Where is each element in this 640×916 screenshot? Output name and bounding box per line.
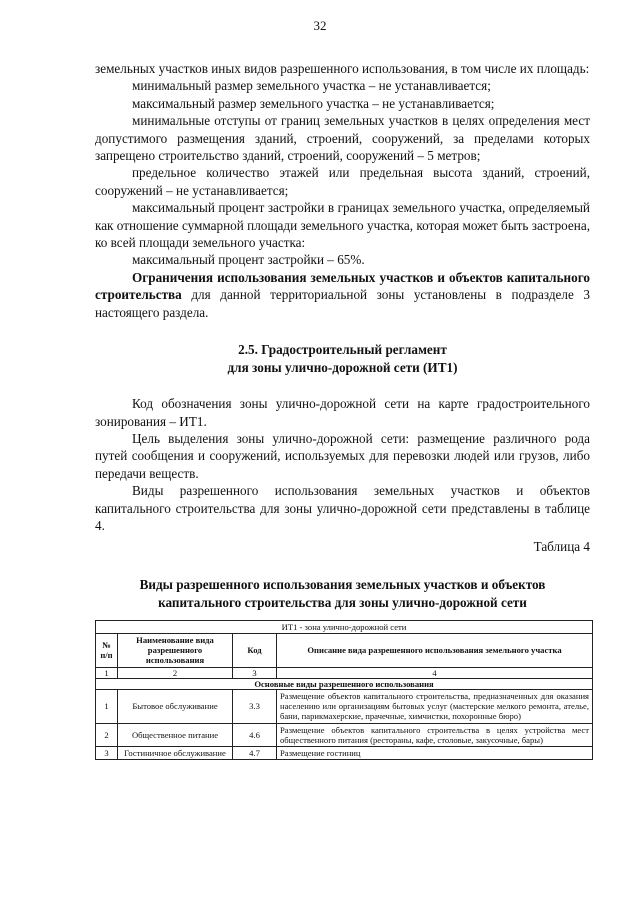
row-name: Общественное питание — [118, 723, 233, 746]
paragraph: минимальный размер земельного участка – не устанавливается; — [132, 78, 491, 94]
row-number: 1 — [96, 689, 118, 723]
paragraph: предельное количество этажей или предельная высота зданий, строений, сооружений – не устанавливается; — [95, 165, 590, 198]
restriction-paragraph — [95, 269, 590, 321]
header-code: Код — [233, 633, 277, 667]
paragraph: Код обозначения зоны улично-дорожной сети на карте градостроительного зонирования – ИТ1. — [95, 396, 590, 429]
section-title-line2: для зоны улично-дорожной сети (ИТ1) — [227, 360, 458, 376]
paragraph: земельных участков иных видов разрешенного использования, в том числе их площадь: — [95, 61, 590, 76]
page-number: 32 — [313, 18, 327, 33]
table-row — [96, 746, 593, 759]
group-title-cell: Основные виды разрешенного использования — [96, 678, 593, 689]
header-number: № п/п — [96, 633, 118, 667]
paragraph: минимальные отступы от границ земельных участков в целях определения мест допустимого размещения зданий, строений, сооружений, за пределами которых запрещено строительство зданий, строений, сооружений – 5 метров; — [95, 113, 590, 164]
paragraph: максимальный размер земельного участка – не устанавливается; — [132, 95, 495, 111]
table-group-row — [96, 678, 593, 689]
restriction-text: для данной территориальной зоны установлены в подразделе 3 настоящего раздела. — [95, 287, 590, 320]
row-code: 4.7 — [233, 746, 277, 759]
row-code: 4.6 — [233, 723, 277, 746]
col-number: 1 — [96, 667, 118, 678]
section-title-line1: 2.5. Градостроительный регламент — [238, 342, 447, 358]
row-description: Размещение гостиниц — [277, 746, 593, 759]
table-caption-line2: капитального строительства для зоны улично-дорожной сети — [158, 594, 527, 610]
paragraph: максимальный процент застройки в границах земельного участка, определяемый как отношение суммарной площади земельного участка, которая может быть застроена, ко всей площади земельного участка: — [95, 200, 590, 251]
table-row — [96, 689, 593, 723]
row-description: Размещение объектов капитального строительства в целях устройства мест общественного питания (рестораны, кафе, столовые, закусочные, бары) — [277, 723, 593, 746]
table-label: Таблица 4 — [533, 539, 590, 555]
document-body — [95, 60, 590, 760]
col-number: 4 — [277, 667, 593, 678]
col-number: 2 — [118, 667, 233, 678]
header-name: Наименование вида разрешенного использования — [118, 633, 233, 667]
zone-title-cell: ИТ1 - зона улично-дорожной сети — [96, 620, 593, 633]
section-heading — [95, 341, 590, 377]
col-number: 3 — [233, 667, 277, 678]
row-description: Размещение объектов капитального строительства, предназначенных для оказания населению или организациям бытовых услуг (мастерские мелкого ремонта, ателье, бани, парикмахерские, прачечные, химчистки, похоронные бюро) — [277, 689, 593, 723]
paragraph: Цель выделения зоны улично-дорожной сети: размещение различного рода путей сообщения и сооружений, используемых для перевозки людей или грузов, либо передачи веществ. — [95, 430, 590, 481]
table-row — [96, 723, 593, 746]
row-code: 3.3 — [233, 689, 277, 723]
table-header-row — [96, 633, 593, 667]
row-name: Бытовое обслуживание — [118, 689, 233, 723]
row-name: Гостиничное обслуживание — [118, 746, 233, 759]
table-zone-row — [96, 620, 593, 633]
table-caption-line1: Виды разрешенного использования земельных участков и объектов — [139, 576, 546, 592]
row-number: 3 — [96, 746, 118, 759]
paragraph: максимальный процент застройки – 65%. — [132, 252, 365, 268]
land-use-table — [95, 620, 593, 760]
table-numbering-row — [96, 667, 593, 678]
header-description: Описание вида разрешенного использования земельного участка — [277, 633, 593, 667]
row-number: 2 — [96, 723, 118, 746]
paragraph: Виды разрешенного использования земельных участков и объектов капитального строительства для зоны улично-дорожной сети представлены в таблице 4. — [95, 483, 590, 533]
table-caption — [95, 576, 590, 612]
restriction-bold-text: Ограничения использования земельных участков и объектов капитального строительства — [95, 269, 590, 303]
